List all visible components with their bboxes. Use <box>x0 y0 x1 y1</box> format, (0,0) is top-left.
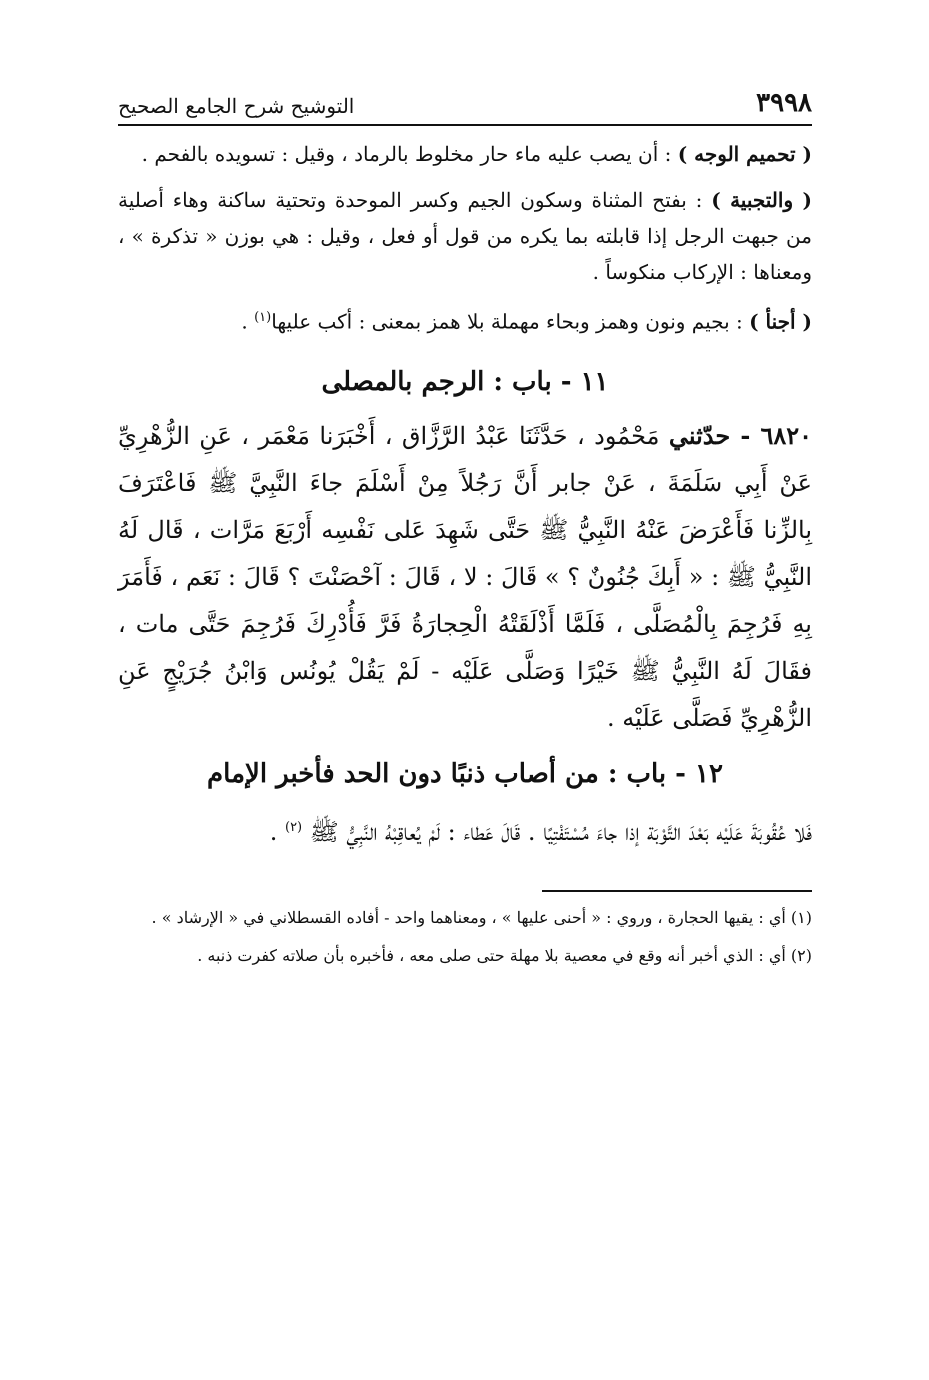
gloss-text: : أن يصب عليه ماء حار مخلوط بالرماد ، وقيل : تسويده بالفحم . <box>141 142 678 166</box>
gloss-lemma: ( والتجبية ) <box>711 188 812 212</box>
chapter-heading: ١٢ - باب : من أصاب ذنبًا دون الحد فأخبر الإمام <box>207 758 723 789</box>
chapter-heading: ١١ - باب : الرجم بالمصلى <box>321 366 609 397</box>
hadith-number: ٦٨٢٠ - حدّثني <box>668 420 813 450</box>
gloss-lemma: ( أجنأ ) <box>749 309 812 334</box>
hadith-text <box>118 412 812 742</box>
gloss-lemma: ( تحميم الوجه ) <box>677 142 812 166</box>
chapter-body: فَلا عُقُوبَةَ عَلَيْه بَعْدَ التَّوْبَة إذا جاءَ مُسْتَفْتِيًا . قَالَ عَطاء : لَمْ يُعاقِبْهُ النَّبِيُّ ﷺ <box>309 817 812 846</box>
footnote-divider <box>542 890 812 892</box>
gloss-text: : بجيم ونون وهمز وبحاء مهملة بلا همز بمعنى : أكب عليها <box>271 309 750 334</box>
book-page <box>118 78 812 1318</box>
gloss-paragraph <box>118 300 812 340</box>
gloss-paragraph <box>118 136 812 172</box>
chapter-tail: . <box>269 817 285 846</box>
hadith-body: مَحْمُود ، حَدَّثَنَا عَبْدُ الرَّزَّاق ، أَخْبَرَنا مَعْمَر ، عَنِ الزُّهْرِيِّ عَنْ أَبِي سَلَمَةَ ، عَنْ جابر أَنَّ رَجُلاً مِنْ أَسْلَمَ جاءَ النَّبِيَّ ﷺ فَاعْتَرَفَ بِالزِّنا فَأَعْرَضَ عَنْهُ النَّبِيُّ ﷺ حَتَّى شَهِدَ عَلى نَفْسِه أَرْبَعَ مَرَّات ، قَال لَهُ النَّبِيُّ ﷺ : « أَبِكَ جُنُونٌ ؟ » قَالَ : لا ، قَالَ : آحْصَنْتَ ؟ قَالَ : نَعَم ، فَأَمَرَ بِهِ فَرُجِمَ بِالْمُصَلَّى ، فَلَمَّا أَذْلَقَتْهُ الْحِجارَةُ فَرَّ فَأُدْرِكَ فَرُجِمَ حَتَّى مات ، فقَالَ لَهُ النَّبِيُّ ﷺ خَيْرًا وَصَلَّى عَلَيْه - لَمْ يَقُلْ يُونُس وَابْنُ جُرَيْجٍ عَنِ الزُّهْرِيِّ فَصَلَّى عَلَيْه . <box>118 421 812 732</box>
footnote: (٢) أي : الذي أخبر أنه وقع في معصية بلا مهلة حتى صلى معه ، فأخبره بأن صلاته كفرت ذنبه . <box>197 945 812 965</box>
footnote: (١) أي : يقيها الحجارة ، وروي : « أحنى عليها » ، ومعناهما واحد - أفاده القسطلاني في « الإرشاد » . <box>151 907 812 927</box>
gloss-paragraph <box>118 182 812 290</box>
gloss-text: : بفتح المثناة وسكون الجيم وكسر الموحدة وتحتية ساكنة وهاء أصلية من جبهت الرجل إذا قابلته بما يكره من قول أو فعل ، وقيل : هي بوزن « تذكرة » ، ومعناها : الإركاب منكوساً . <box>118 188 812 284</box>
gloss-tail: . <box>241 309 255 334</box>
footnote-marker: (١) <box>254 310 272 325</box>
chapter-text <box>118 804 812 856</box>
page-header <box>118 78 812 126</box>
running-title: التوشيح شرح الجامع الصحيح <box>118 94 355 118</box>
page-number: ٣٩٩٨ <box>756 88 812 118</box>
footnote-marker: (٢) <box>284 819 303 835</box>
